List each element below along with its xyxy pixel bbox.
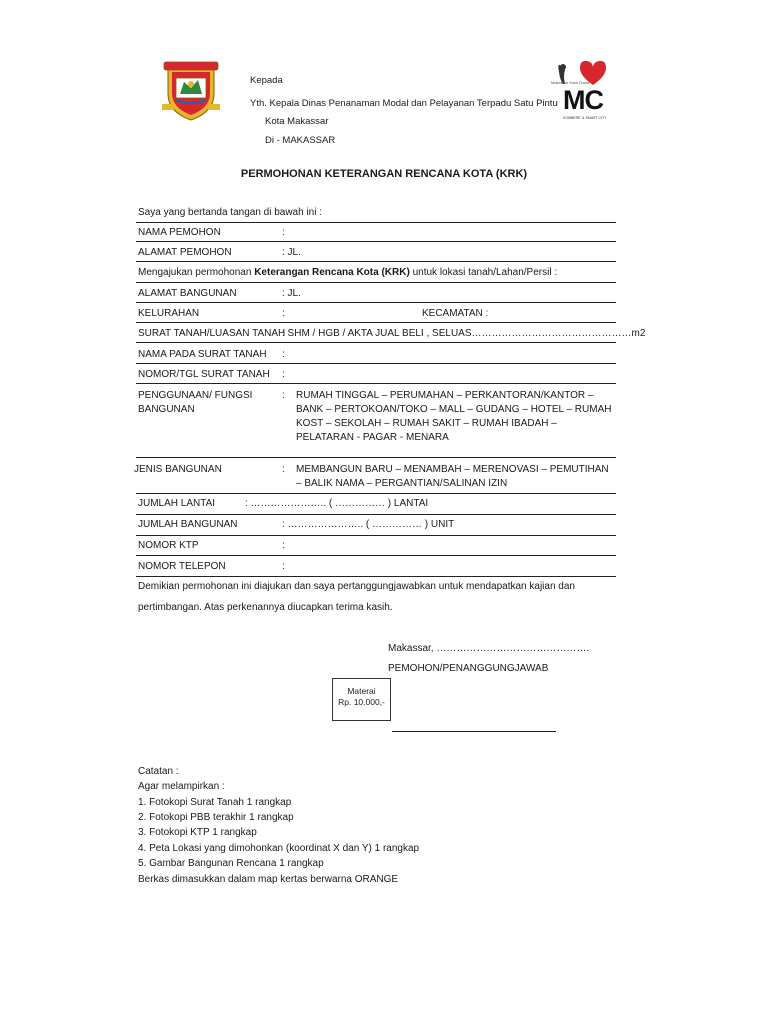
- divider: [136, 555, 616, 556]
- materai-stamp-box: [332, 678, 391, 721]
- nomor-telepon-field[interactable]: :: [282, 561, 285, 572]
- intro-text: Saya yang bertanda tangan di bawah ini :: [138, 207, 323, 218]
- fungsi-label-2: BANGUNAN: [138, 404, 195, 415]
- nomor-surat-label: NOMOR/TGL SURAT TANAH: [138, 369, 270, 380]
- jenis-colon: :: [282, 464, 285, 475]
- nama-pemohon-label: NAMA PEMOHON: [138, 227, 221, 238]
- alamat-pemohon-label: ALAMAT PEMOHON: [138, 247, 232, 258]
- divider: [136, 261, 616, 262]
- closing-line-2: pertimbangan. Atas perkenannya diucapkan terima kasih.: [138, 602, 393, 613]
- nama-pemohon-field[interactable]: :: [282, 227, 285, 238]
- nomor-ktp-field[interactable]: :: [282, 540, 285, 551]
- divider: [136, 457, 616, 458]
- logo-mc-text: MC: [563, 85, 603, 115]
- divider: [136, 241, 616, 242]
- place-date: Makassar, ……………………………………….: [388, 643, 590, 654]
- surat-tanah-label: SURAT TANAH/LUASAN TANAH: [138, 328, 286, 339]
- jenis-options[interactable]: MEMBANGUN BARU – MENAMBAH – MERENOVASI – PEMUTIHAN – BALIK NAMA – PERGANTIAN/SALINAN IZIN: [296, 464, 609, 489]
- request-text: [138, 267, 557, 278]
- recipient-kepada: Kepada: [250, 75, 283, 86]
- divider: [136, 493, 616, 494]
- notes-berkas: Berkas dimasukkan dalam map kertas berwarna ORANGE: [138, 874, 399, 885]
- stamp-amount: Rp. 10.000,-: [338, 697, 385, 707]
- nama-surat-field[interactable]: :: [282, 349, 285, 360]
- nomor-ktp-label: NOMOR KTP: [138, 540, 199, 551]
- stamp-label: Materai: [347, 686, 376, 696]
- recipient-kota: Kota Makassar: [265, 116, 329, 127]
- nomor-telepon-label: NOMOR TELEPON: [138, 561, 226, 572]
- recipient-di: Di - MAKASSAR: [265, 135, 336, 146]
- list-item: 4. Peta Lokasi yang dimohonkan (koordinat X dan Y) 1 rangkap: [138, 843, 420, 854]
- divider: [136, 222, 616, 223]
- request-suffix: untuk lokasi tanah/Lahan/Persil :: [409, 267, 558, 278]
- fungsi-options[interactable]: RUMAH TINGGAL – PERUMAHAN – PERKANTORAN/KANTOR – BANK – PERTOKOAN/TOKO – MALL – GUDANG – HOTEL – RUMAH KOST – SEKOLAH – RUMAH SAKIT – RUMAH IBADAH – PELATARAN - PAGAR - MENARA: [296, 390, 612, 443]
- jumlah-lantai-label: JUMLAH LANTAI: [138, 498, 216, 509]
- divider: [136, 576, 616, 577]
- divider: [136, 363, 616, 364]
- nomor-surat-field[interactable]: :: [282, 369, 285, 380]
- kelurahan-label: KELURAHAN: [138, 308, 200, 319]
- request-bold: Keterangan Rencana Kota (KRK): [254, 267, 410, 278]
- jumlah-lantai-field[interactable]: : ………………….. ( …………… ) LANTAI: [245, 498, 429, 509]
- jenis-bangunan-label: JENIS BANGUNAN: [134, 464, 222, 475]
- makassar-city-mc-logo-icon: [551, 58, 611, 124]
- document-title: PERMOHONAN KETERANGAN RENCANA KOTA (KRK): [240, 168, 528, 180]
- kelurahan-field[interactable]: :: [282, 308, 285, 319]
- divider: [136, 383, 616, 384]
- makassar-city-emblem-icon: [162, 58, 220, 122]
- closing-line-1: Demikian permohonan ini diajukan dan saya pertanggungjawabkan untuk mendapatkan kajian dan: [138, 581, 575, 592]
- notes-subheading: Agar melampirkan :: [138, 781, 225, 792]
- jumlah-bangunan-label: JUMLAH BANGUNAN: [138, 519, 238, 530]
- divider: [136, 302, 616, 303]
- nama-surat-label: NAMA PADA SURAT TANAH: [138, 349, 267, 360]
- alamat-pemohon-field[interactable]: : JL.: [282, 247, 301, 258]
- list-item: 5. Gambar Bangunan Rencana 1 rangkap: [138, 858, 324, 869]
- jumlah-bangunan-field[interactable]: : ………………….. ( …………… ) UNIT: [282, 519, 455, 530]
- divider: [136, 282, 616, 283]
- alamat-bangunan-label: ALAMAT BANGUNAN: [138, 288, 237, 299]
- logo-caption: SOMBERE' & SMART CITY: [563, 116, 607, 120]
- alamat-bangunan-field[interactable]: : JL.: [282, 288, 301, 299]
- signer-role: PEMOHON/PENANGGUNGJAWAB: [388, 663, 549, 674]
- request-prefix: Mengajukan permohonan: [138, 267, 255, 278]
- fungsi-colon: :: [282, 390, 285, 401]
- fungsi-label-1: PENGGUNAAN/ FUNGSI: [138, 390, 253, 401]
- kecamatan-field[interactable]: KECAMATAN :: [422, 308, 489, 319]
- signature-line: [392, 731, 556, 732]
- logo-small-text: Makassar Kota Dunia: [551, 80, 590, 85]
- list-item: 1. Fotokopi Surat Tanah 1 rangkap: [138, 797, 292, 808]
- divider: [136, 535, 616, 536]
- surat-tanah-field[interactable]: : SHM / HGB / AKTA JUAL BELI , SELUAS…………………………………………m2: [282, 328, 646, 339]
- recipient-yth: Yth. Kepala Dinas Penanaman Modal dan Pelayanan Terpadu Satu Pintu: [250, 98, 558, 109]
- notes-heading: Catatan :: [138, 766, 179, 777]
- divider: [136, 514, 616, 515]
- list-item: 2. Fotokopi PBB terakhir 1 rangkap: [138, 812, 294, 823]
- divider: [136, 342, 616, 343]
- list-item: 3. Fotokopi KTP 1 rangkap: [138, 827, 257, 838]
- divider: [136, 322, 616, 323]
